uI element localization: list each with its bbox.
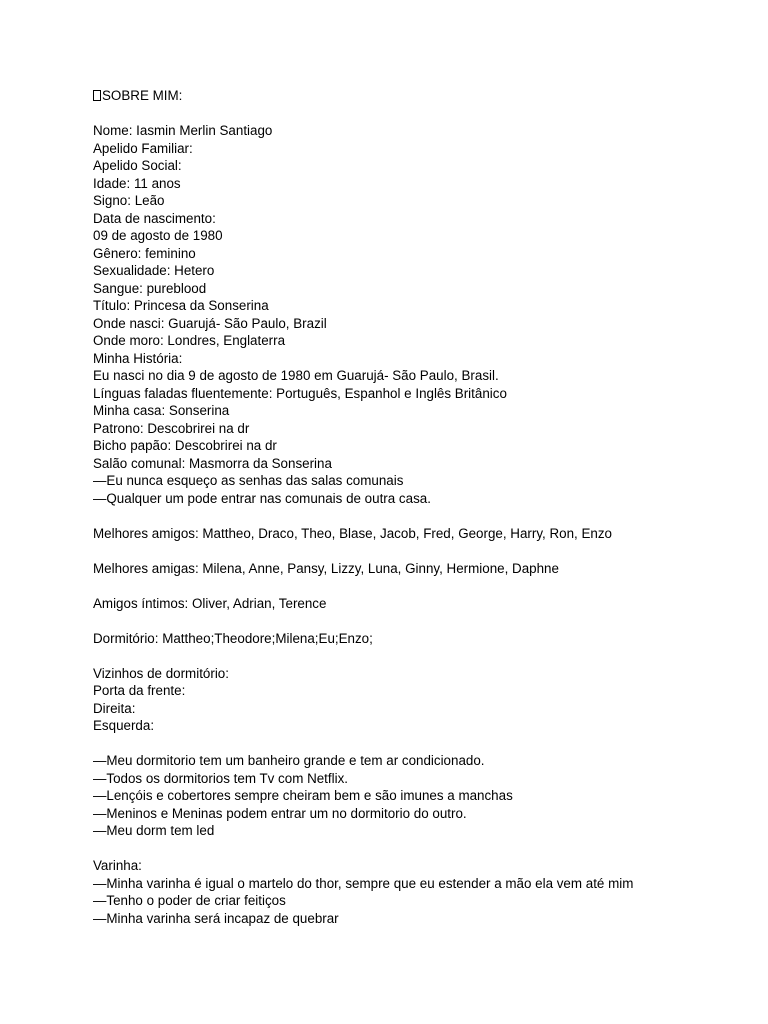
profile-line: Sexualidade: Hetero — [93, 263, 215, 278]
profile-line: Idade: 11 anos — [93, 175, 181, 191]
dorm-note-line: —Todos os dormitorios tem Tv com Netflix. — [93, 770, 348, 786]
dorm-note-line: —Lençóis e cobertores sempre cheiram bem e são imunes a manchas — [93, 788, 513, 803]
dorm-note-line: —Meu dorm tem led — [93, 823, 215, 838]
neighbors-block — [93, 665, 753, 735]
profile-line: Gênero: feminino — [93, 245, 196, 261]
profile-line: Título: Princesa da Sonserina — [93, 298, 269, 313]
best-friends-male: Melhores amigos: Mattheo, Draco, Theo, Blase, Jacob, Fred, George, Harry, Ron, Enzo — [93, 525, 612, 541]
profile-line: —Eu nunca esqueço as senhas das salas comunais — [93, 473, 404, 488]
profile-line: Minha casa: Sonserina — [93, 403, 230, 418]
profile-block — [93, 122, 753, 507]
wand-line: —Minha varinha será incapaz de quebrar — [93, 910, 339, 926]
blank-line — [93, 612, 753, 630]
blank-line — [93, 647, 753, 665]
profile-line: Signo: Leão — [93, 193, 165, 208]
profile-line: Apelido Social: — [93, 158, 182, 173]
neighbors-line: Vizinhos de dormitório: — [93, 665, 229, 681]
profile-line: 09 de agosto de 1980 — [93, 228, 223, 243]
blank-line — [93, 735, 753, 753]
wand-block — [93, 857, 753, 927]
profile-line: Sangue: pureblood — [93, 280, 207, 296]
blank-line — [93, 105, 753, 123]
missing-glyph-icon — [93, 90, 101, 101]
profile-line: Bicho papão: Descobrirei na dr — [93, 438, 277, 453]
close-friends: Amigos íntimos: Oliver, Adrian, Terence — [93, 595, 327, 611]
wand-line: —Tenho o poder de criar feitiços — [93, 893, 286, 908]
blank-line — [93, 577, 753, 595]
profile-line: Data de nascimento: — [93, 210, 216, 226]
profile-line: Salão comunal: Masmorra da Sonserina — [93, 455, 332, 471]
profile-line: Onde moro: Londres, Englaterra — [93, 333, 286, 348]
blank-line — [93, 542, 753, 560]
dorm-note-line: —Meu dormitorio tem um banheiro grande e tem ar condicionado. — [93, 753, 485, 768]
neighbors-line: Direita: — [93, 700, 136, 716]
profile-line: Onde nasci: Guarujá- São Paulo, Brazil — [93, 315, 327, 331]
profile-line: —Qualquer um pode entrar nas comunais de outra casa. — [93, 490, 431, 506]
blank-line — [93, 840, 753, 858]
profile-line: Patrono: Descobrirei na dr — [93, 420, 250, 436]
neighbors-line: Porta da frente: — [93, 683, 186, 698]
blank-line — [93, 507, 753, 525]
section-heading — [93, 87, 753, 105]
wand-line: Varinha: — [93, 858, 142, 873]
wand-line: —Minha varinha é igual o martelo do thor, sempre que eu estender a mão ela vem até mim — [93, 875, 634, 891]
neighbors-line: Esquerda: — [93, 718, 155, 733]
heading-text: SOBRE MIM: — [102, 88, 183, 103]
profile-line: Eu nasci no dia 9 de agosto de 1980 em Guarujá- São Paulo, Brasil. — [93, 368, 499, 383]
profile-line: Nome: Iasmin Merlin Santiago — [93, 123, 273, 138]
profile-line: Apelido Familiar: — [93, 140, 193, 156]
dorm-notes-block — [93, 752, 753, 840]
best-friends-female: Melhores amigas: Milena, Anne, Pansy, Lizzy, Luna, Ginny, Hermione, Daphne — [93, 560, 559, 576]
document-page — [93, 87, 753, 927]
profile-line: Minha História: — [93, 350, 183, 366]
dorm-note-line: —Meninos e Meninas podem entrar um no dormitorio do outro. — [93, 805, 467, 821]
profile-line: Línguas faladas fluentemente: Português, Espanhol e Inglês Britânico — [93, 385, 507, 401]
dormitory: Dormitório: Mattheo;Theodore;Milena;Eu;Enzo; — [93, 630, 373, 646]
